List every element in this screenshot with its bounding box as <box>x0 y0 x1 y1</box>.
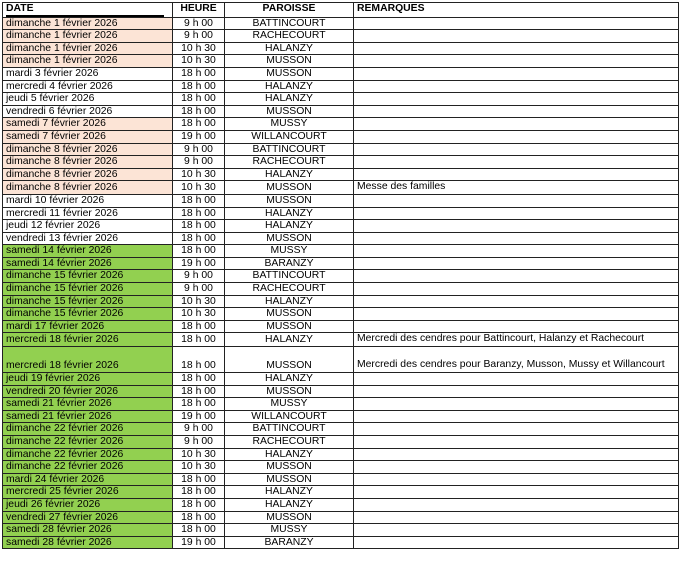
remarks-cell <box>354 130 679 143</box>
table-row <box>3 373 679 386</box>
parish-cell: BARANZY <box>225 536 354 549</box>
remarks-cell <box>354 536 679 549</box>
remarks-cell <box>354 320 679 333</box>
table-row <box>3 245 679 258</box>
remarks-cell <box>354 448 679 461</box>
date-cell: dimanche 22 février 2026 <box>3 448 173 461</box>
time-cell: 10 h 30 <box>173 295 225 308</box>
time-cell: 18 h 00 <box>173 105 225 118</box>
time-cell: 10 h 30 <box>173 42 225 55</box>
remarks-cell <box>354 207 679 220</box>
date-cell: samedi 21 février 2026 <box>3 398 173 411</box>
date-cell: samedi 28 février 2026 <box>3 536 173 549</box>
time-cell: 10 h 30 <box>173 308 225 321</box>
parish-cell: MUSSON <box>225 308 354 321</box>
date-cell: dimanche 1 février 2026 <box>3 42 173 55</box>
date-cell: dimanche 15 février 2026 <box>3 283 173 296</box>
header-row <box>3 3 679 18</box>
remarks-cell <box>354 308 679 321</box>
table-row <box>3 55 679 68</box>
date-cell: mardi 17 février 2026 <box>3 320 173 333</box>
parish-cell: HALANZY <box>225 498 354 511</box>
date-cell: dimanche 15 février 2026 <box>3 308 173 321</box>
time-cell: 10 h 30 <box>173 168 225 181</box>
parish-cell: MUSSON <box>225 67 354 80</box>
remarks-cell <box>354 270 679 283</box>
parish-cell: BARANZY <box>225 257 354 270</box>
time-cell: 18 h 00 <box>173 220 225 233</box>
remarks-cell <box>354 168 679 181</box>
parish-cell: MUSSON <box>225 385 354 398</box>
header-heure: HEURE <box>173 3 225 18</box>
parish-cell: HALANZY <box>225 448 354 461</box>
parish-cell: MUSSON <box>225 473 354 486</box>
date-cell: samedi 21 février 2026 <box>3 410 173 423</box>
table-row <box>3 168 679 181</box>
table-row <box>3 156 679 169</box>
table-row <box>3 105 679 118</box>
date-cell: dimanche 8 février 2026 <box>3 143 173 156</box>
remarks-cell <box>354 55 679 68</box>
parish-cell: RACHECOURT <box>225 156 354 169</box>
time-cell: 18 h 00 <box>173 245 225 258</box>
time-cell: 18 h 00 <box>173 473 225 486</box>
time-cell: 18 h 00 <box>173 511 225 524</box>
remarks-cell <box>354 245 679 258</box>
table-row <box>3 524 679 537</box>
time-cell: 19 h 00 <box>173 410 225 423</box>
time-cell: 18 h 00 <box>173 498 225 511</box>
parish-cell: HALANZY <box>225 295 354 308</box>
date-cell: dimanche 8 février 2026 <box>3 181 173 195</box>
table-row <box>3 283 679 296</box>
table-row <box>3 536 679 549</box>
date-cell: jeudi 26 février 2026 <box>3 498 173 511</box>
table-row <box>3 257 679 270</box>
table-row <box>3 448 679 461</box>
time-cell: 9 h 00 <box>173 143 225 156</box>
table-row <box>3 143 679 156</box>
parish-cell: BATTINCOURT <box>225 17 354 30</box>
parish-cell: MUSSON <box>225 320 354 333</box>
remarks-cell: Mercredi des cendres pour Battincourt, Halanzy et Rachecourt <box>354 333 679 347</box>
date-cell: mardi 24 février 2026 <box>3 473 173 486</box>
time-cell: 10 h 30 <box>173 55 225 68</box>
date-cell: vendredi 20 février 2026 <box>3 385 173 398</box>
parish-cell: MUSSY <box>225 524 354 537</box>
parish-cell: MUSSON <box>225 347 354 373</box>
table-row <box>3 67 679 80</box>
table-row <box>3 220 679 233</box>
date-cell: mardi 3 février 2026 <box>3 67 173 80</box>
table-row <box>3 461 679 474</box>
remarks-cell <box>354 295 679 308</box>
table-row <box>3 410 679 423</box>
remarks-cell <box>354 93 679 106</box>
parish-cell: RACHECOURT <box>225 30 354 43</box>
table-row <box>3 486 679 499</box>
date-cell: jeudi 19 février 2026 <box>3 373 173 386</box>
table-row <box>3 30 679 43</box>
remarks-cell: Mercredi des cendres pour Baranzy, Musson, Mussy et Willancourt <box>354 347 679 373</box>
time-cell: 9 h 00 <box>173 17 225 30</box>
parish-cell: MUSSON <box>225 105 354 118</box>
remarks-cell <box>354 156 679 169</box>
parish-cell: MUSSON <box>225 194 354 207</box>
parish-cell: HALANZY <box>225 220 354 233</box>
table-row <box>3 436 679 449</box>
remarks-cell <box>354 67 679 80</box>
parish-cell: HALANZY <box>225 486 354 499</box>
remarks-cell <box>354 42 679 55</box>
remarks-cell <box>354 423 679 436</box>
time-cell: 18 h 00 <box>173 373 225 386</box>
table-row <box>3 308 679 321</box>
date-cell: mercredi 11 février 2026 <box>3 207 173 220</box>
date-cell: mercredi 18 février 2026 <box>3 333 173 347</box>
time-cell: 18 h 00 <box>173 333 225 347</box>
time-cell: 10 h 30 <box>173 181 225 195</box>
remarks-cell <box>354 473 679 486</box>
table-row <box>3 232 679 245</box>
date-cell: dimanche 1 février 2026 <box>3 55 173 68</box>
date-cell: dimanche 15 février 2026 <box>3 270 173 283</box>
parish-cell: RACHECOURT <box>225 283 354 296</box>
date-cell: dimanche 8 février 2026 <box>3 156 173 169</box>
time-cell: 18 h 00 <box>173 320 225 333</box>
remarks-cell <box>354 105 679 118</box>
table-row <box>3 320 679 333</box>
time-cell: 9 h 00 <box>173 30 225 43</box>
date-cell: mercredi 18 février 2026 <box>3 347 173 373</box>
remarks-cell <box>354 17 679 30</box>
remarks-cell <box>354 511 679 524</box>
remarks-cell <box>354 524 679 537</box>
remarks-cell <box>354 373 679 386</box>
table-row <box>3 270 679 283</box>
time-cell: 10 h 30 <box>173 461 225 474</box>
parish-cell: RACHECOURT <box>225 436 354 449</box>
date-cell: jeudi 12 février 2026 <box>3 220 173 233</box>
time-cell: 18 h 00 <box>173 347 225 373</box>
time-cell: 9 h 00 <box>173 423 225 436</box>
remarks-cell <box>354 461 679 474</box>
time-cell: 18 h 00 <box>173 398 225 411</box>
table-row <box>3 130 679 143</box>
remarks-cell <box>354 118 679 131</box>
parish-cell: HALANZY <box>225 42 354 55</box>
table-row <box>3 473 679 486</box>
remarks-cell <box>354 410 679 423</box>
time-cell: 9 h 00 <box>173 156 225 169</box>
remarks-cell <box>354 30 679 43</box>
date-cell: mardi 10 février 2026 <box>3 194 173 207</box>
remarks-cell <box>354 232 679 245</box>
schedule-body <box>3 17 679 549</box>
parish-cell: HALANZY <box>225 80 354 93</box>
date-cell: dimanche 15 février 2026 <box>3 295 173 308</box>
date-cell: dimanche 22 février 2026 <box>3 461 173 474</box>
date-cell: mercredi 25 février 2026 <box>3 486 173 499</box>
table-row <box>3 181 679 195</box>
header-paroisse: PAROISSE <box>225 3 354 18</box>
parish-cell: HALANZY <box>225 93 354 106</box>
time-cell: 18 h 00 <box>173 486 225 499</box>
table-row <box>3 194 679 207</box>
parish-cell: MUSSY <box>225 398 354 411</box>
time-cell: 18 h 00 <box>173 67 225 80</box>
table-row <box>3 333 679 347</box>
date-cell: samedi 28 février 2026 <box>3 524 173 537</box>
parish-cell: WILLANCOURT <box>225 130 354 143</box>
time-cell: 18 h 00 <box>173 80 225 93</box>
table-row <box>3 80 679 93</box>
date-cell: dimanche 22 février 2026 <box>3 423 173 436</box>
table-row <box>3 295 679 308</box>
date-cell: dimanche 22 février 2026 <box>3 436 173 449</box>
parish-cell: BATTINCOURT <box>225 423 354 436</box>
remarks-cell <box>354 143 679 156</box>
time-cell: 19 h 00 <box>173 257 225 270</box>
date-cell: samedi 7 février 2026 <box>3 118 173 131</box>
remarks-cell <box>354 398 679 411</box>
table-row <box>3 17 679 30</box>
time-cell: 19 h 00 <box>173 130 225 143</box>
time-cell: 10 h 30 <box>173 448 225 461</box>
table-row <box>3 385 679 398</box>
table-row <box>3 93 679 106</box>
parish-cell: MUSSON <box>225 511 354 524</box>
date-cell: dimanche 1 février 2026 <box>3 17 173 30</box>
date-cell: dimanche 8 février 2026 <box>3 168 173 181</box>
parish-cell: HALANZY <box>225 168 354 181</box>
time-cell: 18 h 00 <box>173 524 225 537</box>
time-cell: 9 h 00 <box>173 283 225 296</box>
date-cell: vendredi 27 février 2026 <box>3 511 173 524</box>
table-row <box>3 118 679 131</box>
header-remarques: REMARQUES <box>354 3 679 18</box>
date-cell: jeudi 5 février 2026 <box>3 93 173 106</box>
parish-cell: BATTINCOURT <box>225 143 354 156</box>
table-row <box>3 398 679 411</box>
remarks-cell <box>354 194 679 207</box>
date-cell: samedi 14 février 2026 <box>3 257 173 270</box>
table-row <box>3 498 679 511</box>
table-row <box>3 511 679 524</box>
parish-cell: WILLANCOURT <box>225 410 354 423</box>
remarks-cell: Messe des familles <box>354 181 679 195</box>
date-cell: vendredi 6 février 2026 <box>3 105 173 118</box>
remarks-cell <box>354 436 679 449</box>
remarks-cell <box>354 220 679 233</box>
remarks-cell <box>354 283 679 296</box>
date-cell: samedi 7 février 2026 <box>3 130 173 143</box>
parish-cell: MUSSON <box>225 55 354 68</box>
time-cell: 18 h 00 <box>173 118 225 131</box>
table-row <box>3 42 679 55</box>
time-cell: 18 h 00 <box>173 385 225 398</box>
parish-cell: HALANZY <box>225 373 354 386</box>
mass-schedule-table <box>2 2 679 549</box>
remarks-cell <box>354 80 679 93</box>
parish-cell: MUSSON <box>225 232 354 245</box>
time-cell: 9 h 00 <box>173 270 225 283</box>
parish-cell: MUSSON <box>225 461 354 474</box>
parish-cell: HALANZY <box>225 207 354 220</box>
parish-cell: MUSSY <box>225 245 354 258</box>
remarks-cell <box>354 385 679 398</box>
parish-cell: MUSSY <box>225 118 354 131</box>
remarks-cell <box>354 486 679 499</box>
date-cell: samedi 14 février 2026 <box>3 245 173 258</box>
parish-cell: MUSSON <box>225 181 354 195</box>
time-cell: 18 h 00 <box>173 232 225 245</box>
time-cell: 18 h 00 <box>173 194 225 207</box>
date-cell: vendredi 13 février 2026 <box>3 232 173 245</box>
time-cell: 18 h 00 <box>173 207 225 220</box>
date-cell: mercredi 4 février 2026 <box>3 80 173 93</box>
table-row <box>3 347 679 373</box>
date-cell: dimanche 1 février 2026 <box>3 30 173 43</box>
table-row <box>3 423 679 436</box>
time-cell: 19 h 00 <box>173 536 225 549</box>
header-date: DATE <box>3 3 173 18</box>
remarks-cell <box>354 257 679 270</box>
remarks-cell <box>354 498 679 511</box>
table-row <box>3 207 679 220</box>
parish-cell: HALANZY <box>225 333 354 347</box>
time-cell: 18 h 00 <box>173 93 225 106</box>
time-cell: 9 h 00 <box>173 436 225 449</box>
parish-cell: BATTINCOURT <box>225 270 354 283</box>
